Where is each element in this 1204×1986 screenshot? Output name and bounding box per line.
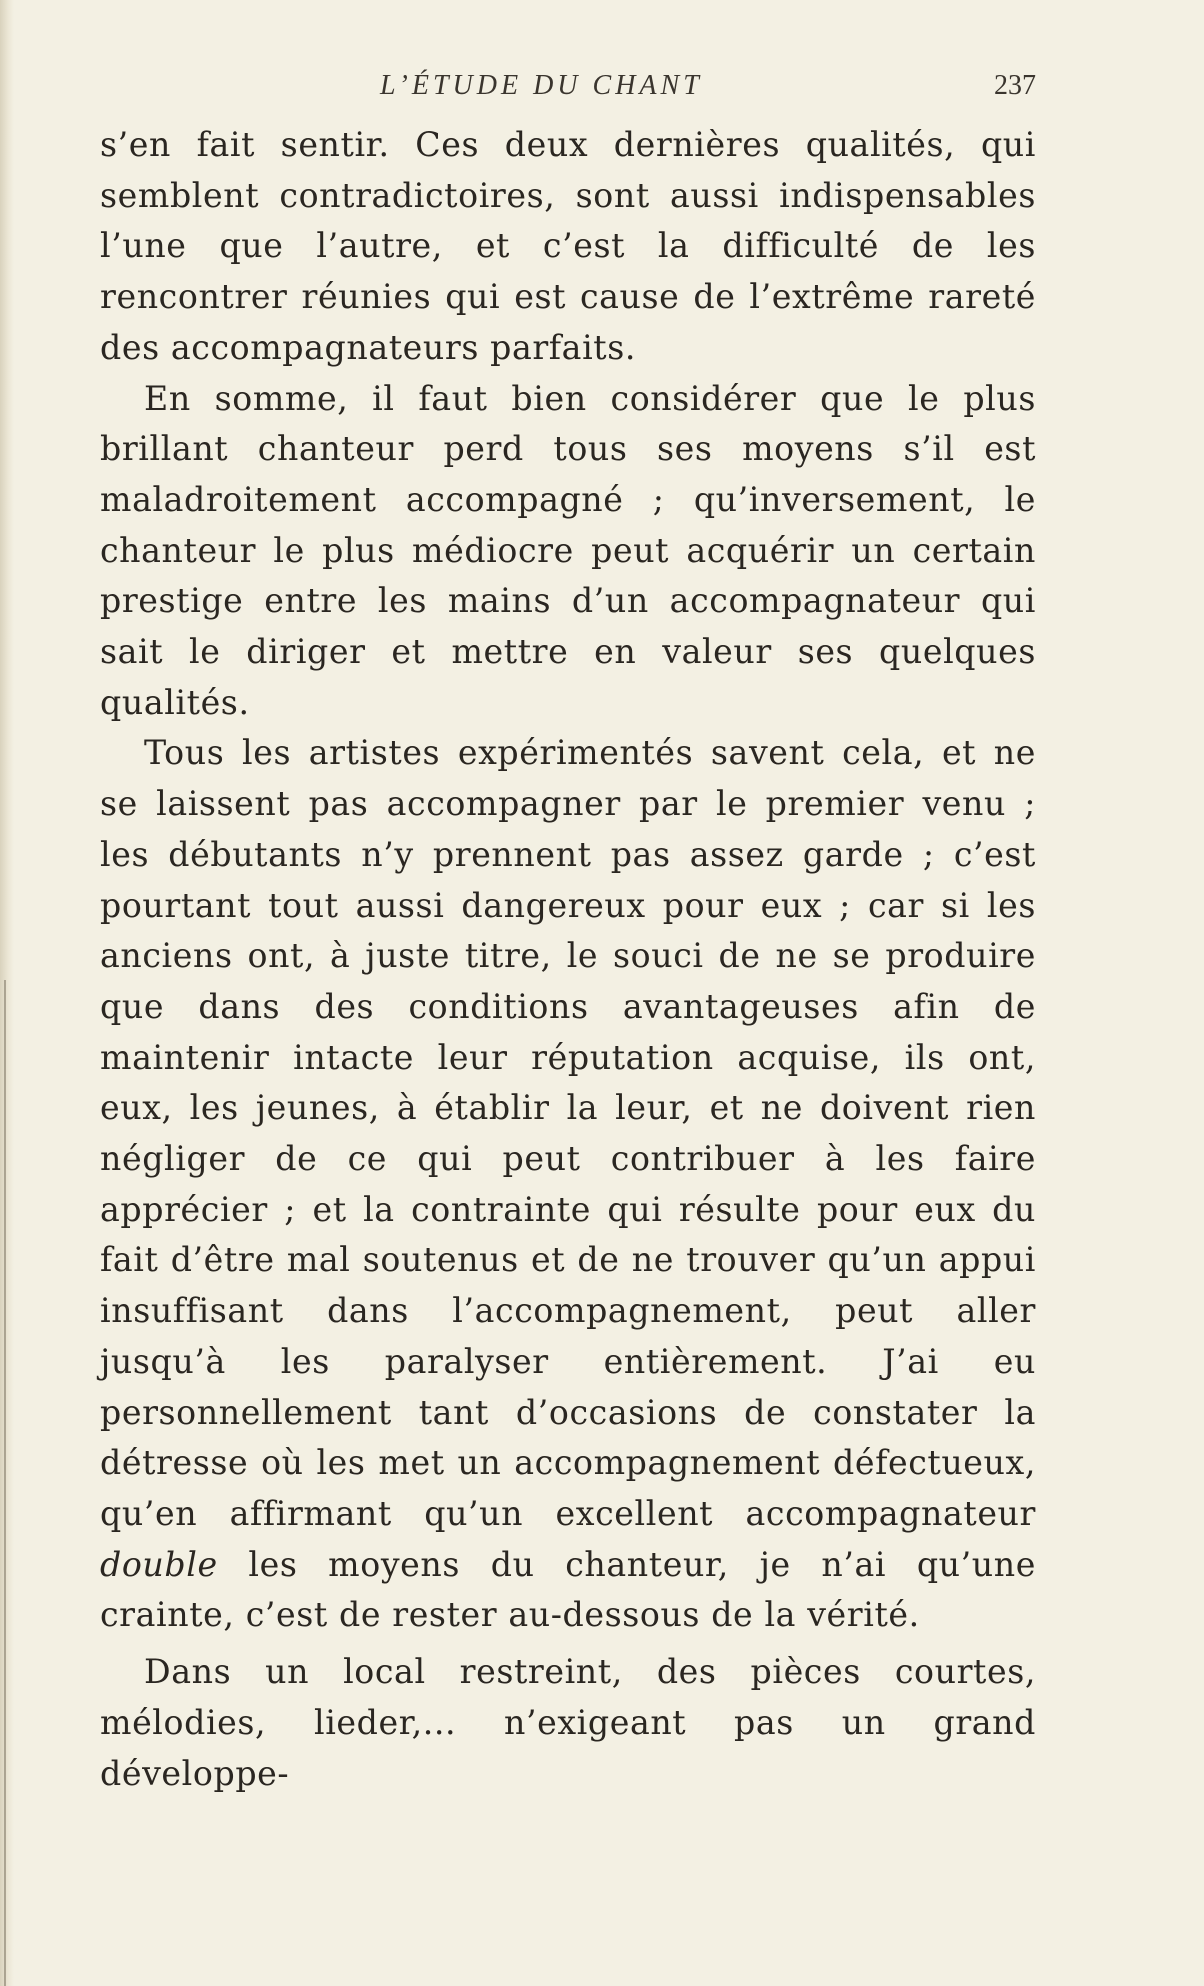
paragraph-3-text-b: les moyens du chanteur, je n’ai qu’une crainte, c’est de rester au-dessous de la vérité. [100,1544,1036,1635]
running-title: L’ÉTUDE DU CHANT [380,70,703,101]
page-header [100,70,1036,108]
paragraph-3 [100,728,1036,1641]
body-text [100,120,1036,1799]
page-edge-shadow [0,0,14,1986]
paragraph-4: Dans un local restreint, des pièces courtes, mélodies, lieder,... n’exigeant pas un grand développe- [100,1652,1036,1793]
paragraph-2: En somme, il faut bien considérer que le plus brillant chanteur perd tous ses moyens s’il est maladroitement accompagné ; qu’inversement, le chanteur le plus médiocre peut acquérir un certain prestige entre les mains d’un accompagnateur qui sait le diriger et mettre en valeur ses quelques qualités. [100,378,1036,722]
paragraph-1: s’en fait sentir. Ces deux dernières qualités, qui semblent contradictoires, sont aussi indispensables l’une que l’autre, et c’est la difficulté de les rencontrer réunies qui est cause de l’extrême rareté des accompagnateurs parfaits. [100,125,1036,367]
binding-gutter-line [4,980,6,1986]
page-number: 237 [994,70,1036,101]
italic-word: double [100,1544,218,1584]
paragraph-3-text-a: Tous les artistes expérimentés savent cela, et ne se laissent pas accompagner par le premier venu ; les débutants n’y prennent pas assez garde ; c’est pourtant tout aussi dangereux pour eux ; car si les anciens ont, à juste titre, le souci de ne se produire que dans des conditions avantageuses afin de maintenir intacte leur réputation acquise, ils ont, eux, les jeunes, à établir la leur, et ne doivent rien négliger de ce qui peut contribuer à les faire apprécier ; et la contrainte qui résulte pour eux du fait d’être mal soutenus et de ne trouver qu’un appui insuffisant dans l’accompagnement, peut aller jusqu’à les paralyser entièrement. J’ai eu personnellement tant d’occasions de constater la détresse où les met un accompagnement défectueux, qu’en affirmant qu’un excellent accompagnateur [100,733,1036,1533]
